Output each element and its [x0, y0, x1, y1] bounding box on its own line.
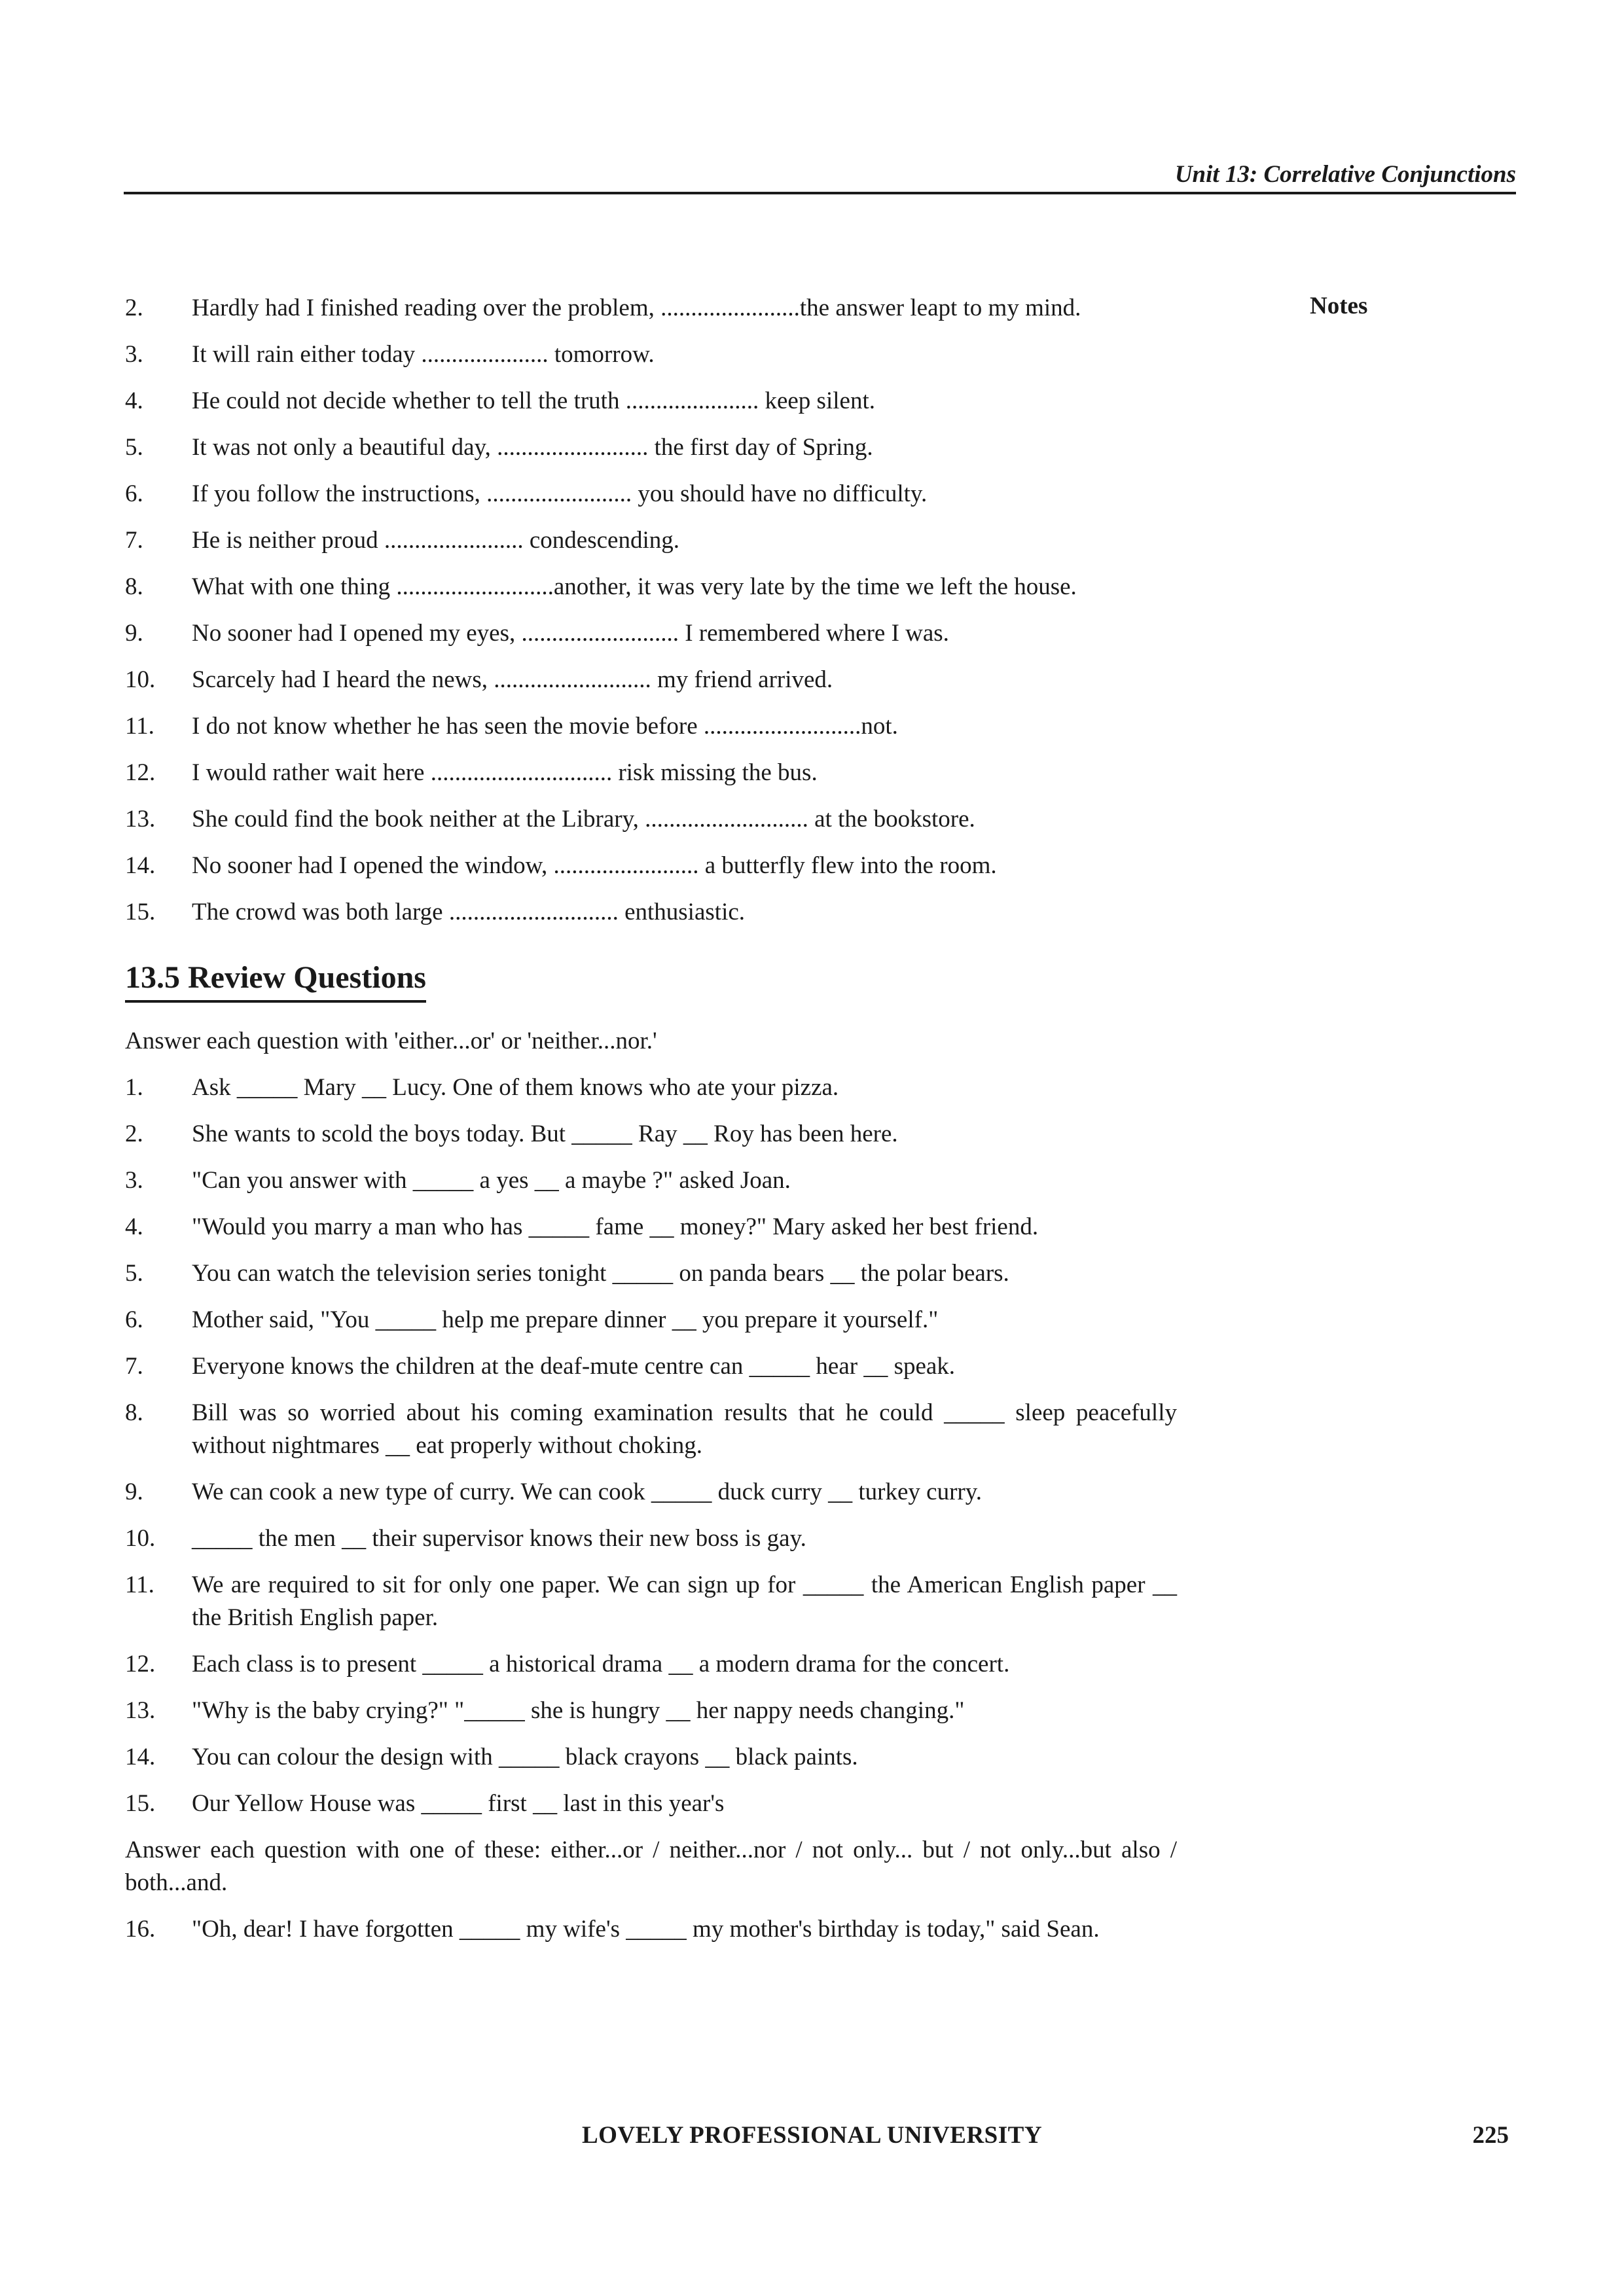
running-header-title: Unit 13: Correlative Conjunctions — [1174, 161, 1516, 188]
item-text: It will rain either today ..................... tomorrow. — [192, 341, 655, 368]
question-number: 13. — [125, 1697, 156, 1724]
question-number: 7. — [125, 1353, 143, 1380]
review-instruction: Answer each question with one of these: either...or / neither...nor / not only... but / not only...but also / both...and. — [125, 1837, 1177, 1896]
item-text: No sooner had I opened the window, ........................ a butterfly flew into the room. — [192, 852, 997, 879]
exercise-item — [125, 524, 1177, 557]
page-number: 225 — [1472, 2122, 1509, 2149]
question-number: 5. — [125, 1260, 143, 1287]
review-question — [125, 1787, 1177, 1820]
exercise-item — [125, 431, 1177, 464]
review-question — [125, 1397, 1177, 1462]
question-number: 4. — [125, 1213, 143, 1240]
question-number: 14. — [125, 1744, 156, 1770]
review-question — [125, 1476, 1177, 1509]
review-question — [125, 1648, 1177, 1681]
exercise-item — [125, 850, 1177, 882]
question-text: "Would you marry a man who has _____ fame __ money?" Mary asked her best friend. — [192, 1213, 1039, 1240]
notes-margin-label: Notes — [1310, 293, 1368, 319]
item-text: Scarcely had I heard the news, .......................... my friend arrived. — [192, 666, 833, 693]
question-number: 6. — [125, 1306, 143, 1333]
question-text: You can watch the television series tonight _____ on panda bears __ the polar bears. — [192, 1260, 1009, 1287]
question-text: Ask _____ Mary __ Lucy. One of them knows who ate your pizza. — [192, 1074, 839, 1101]
question-text: We are required to sit for only one paper. We can sign up for _____ the American English paper __ the British English paper. — [192, 1571, 1177, 1631]
question-number: 10. — [125, 1525, 156, 1552]
item-number: 3. — [125, 341, 143, 368]
review-question — [125, 1118, 1177, 1151]
item-number: 8. — [125, 573, 143, 600]
item-text: The crowd was both large ............................ enthusiastic. — [192, 899, 746, 925]
item-number: 11. — [125, 713, 154, 740]
question-text: She wants to scold the boys today. But _____ Ray __ Roy has been here. — [192, 1121, 898, 1147]
item-number: 2. — [125, 295, 143, 321]
question-number: 12. — [125, 1651, 156, 1677]
review-question — [125, 1569, 1177, 1634]
review-question — [125, 1741, 1177, 1774]
review-question — [125, 1257, 1177, 1290]
question-number: 16. — [125, 1916, 156, 1943]
footer-university: LOVELY PROFESSIONAL UNIVERSITY — [581, 2122, 1043, 2149]
item-number: 5. — [125, 434, 143, 461]
review-question — [125, 1211, 1177, 1244]
item-number: 14. — [125, 852, 156, 879]
exercise-item — [125, 571, 1177, 603]
item-number: 6. — [125, 480, 143, 507]
exercise-list — [125, 292, 1177, 929]
header-rule — [124, 192, 1516, 194]
question-text: Everyone knows the children at the deaf-mute centre can _____ hear __ speak. — [192, 1353, 956, 1380]
item-number: 15. — [125, 899, 156, 925]
item-number: 10. — [125, 666, 156, 693]
review-question — [125, 1350, 1177, 1383]
review-question — [125, 1522, 1177, 1555]
question-number: 9. — [125, 1479, 143, 1505]
question-text: "Can you answer with _____ a yes __ a maybe ?" asked Joan. — [192, 1167, 791, 1194]
review-question-list — [125, 1913, 1177, 1946]
item-text: I would rather wait here .............................. risk missing the bus. — [192, 759, 818, 786]
review-question-list — [125, 1071, 1177, 1820]
exercise-item — [125, 664, 1177, 696]
question-number: 2. — [125, 1121, 143, 1147]
item-number: 7. — [125, 527, 143, 554]
review-question — [125, 1071, 1177, 1104]
question-text: We can cook a new type of curry. We can cook _____ duck curry __ turkey curry. — [192, 1479, 983, 1505]
exercise-item — [125, 896, 1177, 929]
item-text: If you follow the instructions, ........................ you should have no difficulty. — [192, 480, 928, 507]
exercise-item — [125, 478, 1177, 511]
exercise-item — [125, 385, 1177, 418]
review-question — [125, 1164, 1177, 1197]
exercise-item — [125, 338, 1177, 371]
question-text: Each class is to present _____ a historical drama __ a modern drama for the concert. — [192, 1651, 1010, 1677]
question-text: You can colour the design with _____ black crayons __ black paints. — [192, 1744, 858, 1770]
item-number: 4. — [125, 387, 143, 414]
review-question — [125, 1304, 1177, 1336]
question-text: Our Yellow House was _____ first __ last in this year's — [192, 1790, 725, 1817]
question-number: 11. — [125, 1571, 154, 1598]
section-heading: 13.5 Review Questions — [125, 958, 426, 1003]
item-number: 9. — [125, 620, 143, 647]
item-text: She could find the book neither at the Library, ........................... at the bookstore. — [192, 806, 975, 833]
item-text: What with one thing ..........................another, it was very late by the time we left the house. — [192, 573, 1077, 600]
item-text: No sooner had I opened my eyes, .......................... I remembered where I was. — [192, 620, 949, 647]
item-text: He could not decide whether to tell the truth ...................... keep silent. — [192, 387, 875, 414]
question-number: 15. — [125, 1790, 156, 1817]
review-question — [125, 1695, 1177, 1727]
item-text: I do not know whether he has seen the movie before ..........................not. — [192, 713, 898, 740]
question-text: Mother said, "You _____ help me prepare dinner __ you prepare it yourself." — [192, 1306, 939, 1333]
exercise-item — [125, 617, 1177, 650]
review-instruction: Answer each question with 'either...or' or 'neither...nor.' — [125, 1028, 657, 1054]
item-text: It was not only a beautiful day, ......................... the first day of Spring. — [192, 434, 873, 461]
question-text: Bill was so worried about his coming examination results that he could _____ sleep peacefully without nightmares __ eat properly without choking. — [192, 1399, 1177, 1459]
question-number: 8. — [125, 1399, 143, 1426]
item-number: 12. — [125, 759, 156, 786]
item-text: Hardly had I finished reading over the problem, .......................the answer leapt to my mind. — [192, 295, 1081, 321]
review-question — [125, 1913, 1177, 1946]
exercise-item — [125, 803, 1177, 836]
item-number: 13. — [125, 806, 156, 833]
question-text: "Oh, dear! I have forgotten _____ my wife's _____ my mother's birthday is today," said Sean. — [192, 1916, 1100, 1943]
main-content — [125, 292, 1177, 1960]
question-text: "Why is the baby crying?" "_____ she is hungry __ her nappy needs changing." — [192, 1697, 965, 1724]
question-number: 1. — [125, 1074, 143, 1101]
exercise-item — [125, 757, 1177, 789]
exercise-item — [125, 710, 1177, 743]
exercise-item — [125, 292, 1177, 325]
item-text: He is neither proud ....................... condescending. — [192, 527, 679, 554]
question-text: _____ the men __ their supervisor knows their new boss is gay. — [192, 1525, 806, 1552]
question-number: 3. — [125, 1167, 143, 1194]
